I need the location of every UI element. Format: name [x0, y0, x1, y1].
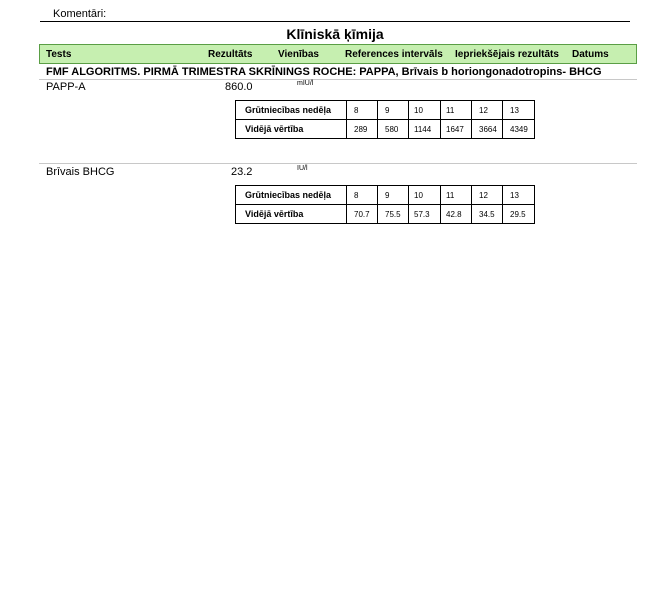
ref-table-brivais-bhcg: [235, 185, 535, 224]
ref-cell: 10: [409, 101, 441, 120]
col-tests: Tests: [46, 49, 72, 60]
ref-cell: 289: [347, 120, 378, 139]
ref-cell: 1647: [441, 120, 472, 139]
ref-cell: 12: [472, 101, 503, 120]
ref-table-row-weeks: [236, 186, 535, 205]
test-name-papp-a: PAPP-A: [46, 81, 86, 93]
col-ieprieksejais: Iepriekšējais rezultāts: [455, 49, 559, 60]
ref-cell: 29.5: [503, 205, 535, 224]
ref-row-label: Grūtniecības nedēļa: [236, 186, 347, 205]
ref-cell: 1144: [409, 120, 441, 139]
page-title: Klīniskā ķīmija: [286, 26, 384, 42]
ref-cell: 13: [503, 101, 535, 120]
col-references: References intervāls: [345, 49, 443, 60]
test-unit-papp-a: mIU/l: [297, 80, 314, 87]
ref-cell: 11: [441, 186, 472, 205]
ref-cell: 75.5: [378, 205, 409, 224]
ref-table-row-weeks: [236, 101, 535, 120]
ref-cell: 12: [472, 186, 503, 205]
top-divider: [40, 21, 630, 22]
ref-cell: 9: [378, 186, 409, 205]
ref-cell: 57.3: [409, 205, 441, 224]
test-value-brivais-bhcg: 23.2: [231, 166, 253, 178]
col-vienibas: Vienības: [278, 49, 319, 60]
ref-table-row-values: [236, 120, 535, 139]
test-divider: [39, 163, 637, 164]
ref-cell: 4349: [503, 120, 535, 139]
ref-table-row-values: [236, 205, 535, 224]
section-divider: [39, 79, 637, 80]
ref-cell: 8: [347, 186, 378, 205]
test-unit-brivais-bhcg: IU/l: [297, 165, 308, 172]
col-rezultats: Rezultāts: [208, 49, 253, 60]
ref-cell: 70.7: [347, 205, 378, 224]
ref-cell: 42.8: [441, 205, 472, 224]
ref-cell: 34.5: [472, 205, 503, 224]
test-value-papp-a: 860.0: [225, 81, 253, 93]
ref-cell: 8: [347, 101, 378, 120]
ref-cell: 11: [441, 101, 472, 120]
col-datums: Datums: [572, 49, 609, 60]
ref-row-label: Vidējā vērtība: [236, 205, 347, 224]
ref-cell: 580: [378, 120, 409, 139]
ref-row-label: Vidējā vērtība: [236, 120, 347, 139]
ref-cell: 10: [409, 186, 441, 205]
test-name-brivais-bhcg: Brīvais BHCG: [46, 166, 115, 178]
ref-cell: 13: [503, 186, 535, 205]
results-header-bar: [39, 44, 637, 64]
komentari-label: Komentāri:: [53, 8, 107, 20]
ref-cell: 3664: [472, 120, 503, 139]
section-title: FMF ALGORITMS. PIRMĀ TRIMESTRA SKRĪNINGS ROCHE: PAPPA, Brīvais b horiongonadotropins- BHCG: [46, 66, 602, 78]
ref-row-label: Grūtniecības nedēļa: [236, 101, 347, 120]
ref-cell: 9: [378, 101, 409, 120]
ref-table-papp-a: [235, 100, 535, 139]
